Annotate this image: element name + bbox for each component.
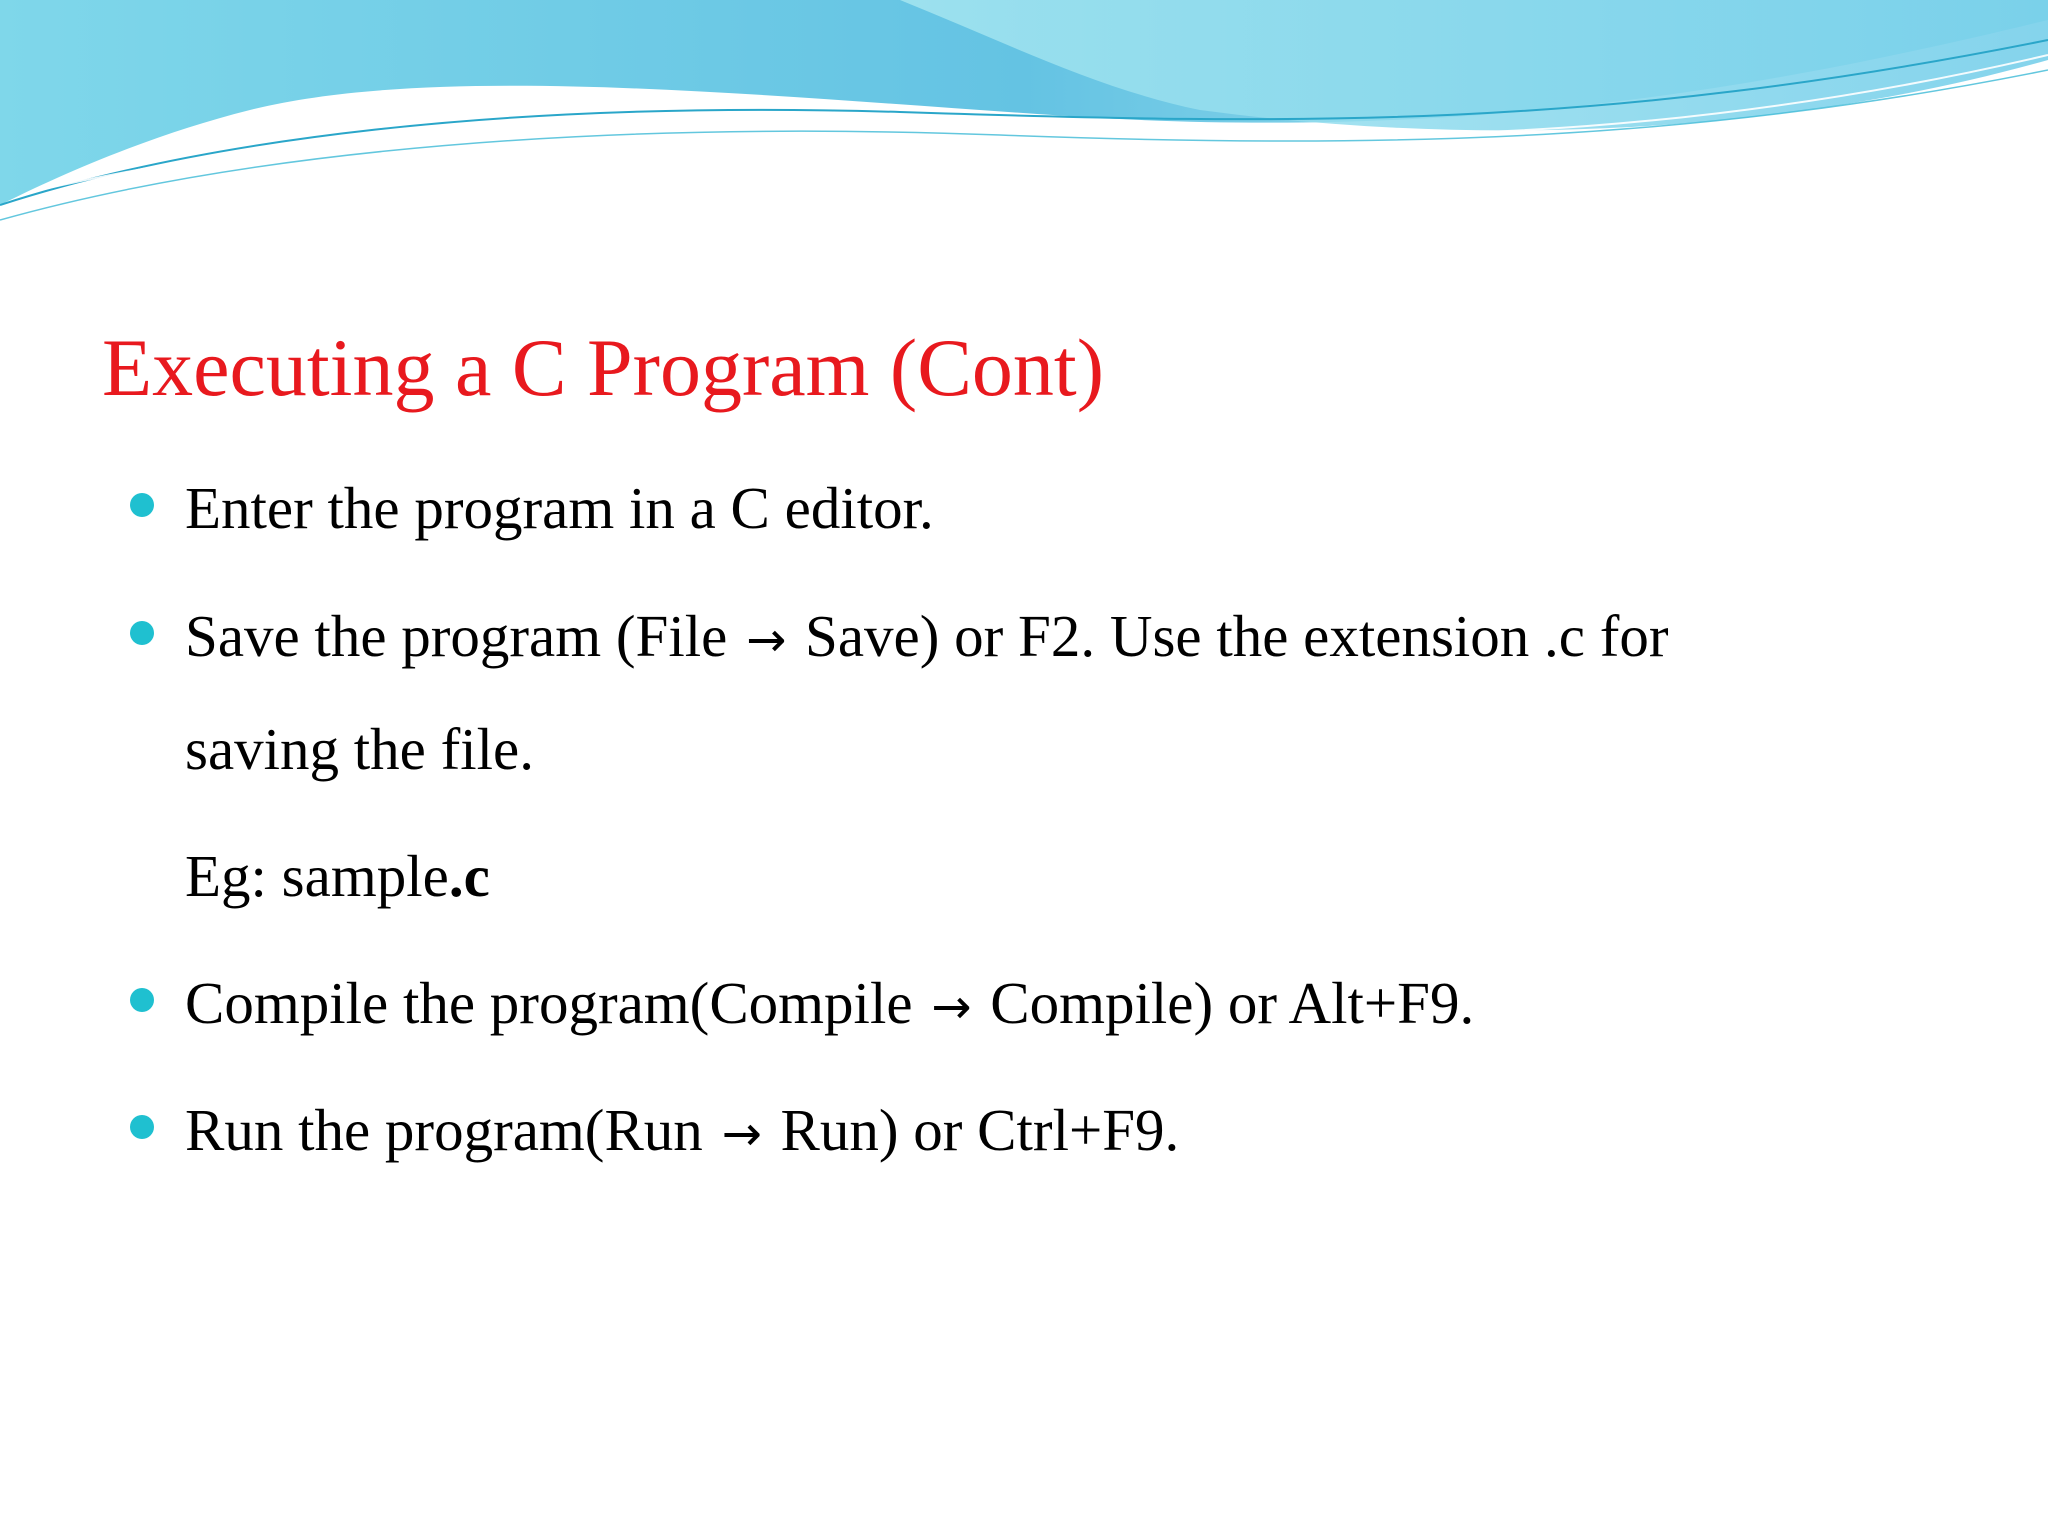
bullet-text: Enter the program in a C editor. <box>185 475 934 541</box>
arrow-right-icon: → <box>931 979 972 1035</box>
bullet-text-post: Run) or Ctrl+F9. <box>780 1097 1180 1163</box>
example-prefix: Eg: sample <box>185 843 449 909</box>
bullet-item-enter <box>185 473 934 543</box>
example-line <box>185 841 490 911</box>
bullet-item-save <box>185 601 1669 675</box>
bullet-dot-icon <box>130 621 154 645</box>
arrow-right-icon: → <box>746 612 787 668</box>
bullet-item-compile <box>185 968 1474 1042</box>
bullet-text-pre: Compile the program(Compile <box>185 970 913 1036</box>
bullet-text-pre: Save the program (File <box>185 603 728 669</box>
bullet-text-cont: saving the file. <box>185 716 534 782</box>
bullet-dot-icon <box>130 988 154 1012</box>
bullet-item-save-continuation <box>185 714 534 784</box>
bullet-text-pre: Run the program(Run <box>185 1097 703 1163</box>
bullet-text-post: Compile) or Alt+F9. <box>990 970 1475 1036</box>
bullet-dot-icon <box>130 1115 154 1139</box>
example-extension: .c <box>448 843 490 909</box>
bullet-item-run <box>185 1095 1179 1169</box>
arrow-right-icon: → <box>721 1106 762 1162</box>
slide-title: Executing a C Program (Cont) <box>102 322 1105 413</box>
bullet-dot-icon <box>130 493 154 517</box>
bullet-text-post: Save) or F2. Use the extension .c for <box>805 603 1669 669</box>
